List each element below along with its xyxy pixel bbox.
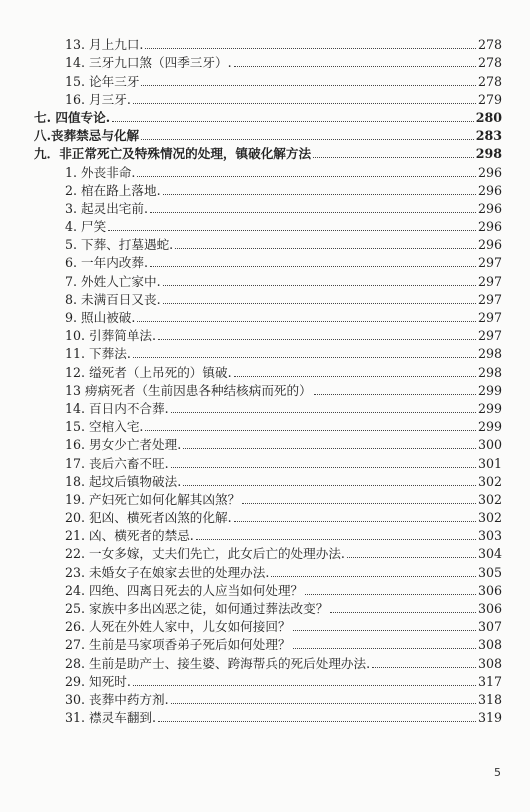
toc-section-page: 280 bbox=[475, 109, 502, 125]
toc-leader-dots bbox=[163, 194, 476, 195]
toc-entry-page: 296 bbox=[477, 164, 502, 180]
toc-entry[interactable] bbox=[65, 580, 502, 598]
toc-entry[interactable] bbox=[65, 52, 502, 70]
toc-leader-dots bbox=[196, 539, 476, 540]
toc-entry-title: 14. 三牙九口煞（四季三牙）. bbox=[65, 55, 232, 71]
toc-entry[interactable] bbox=[65, 161, 502, 179]
toc-entry[interactable] bbox=[65, 561, 502, 579]
toc-section-title: 九．非正常死亡及特殊情况的处理，镇破化解方法 bbox=[34, 146, 312, 162]
toc-entry[interactable] bbox=[65, 434, 502, 452]
toc-entry-title: 10. 引葬简单法. bbox=[65, 328, 157, 344]
toc-leader-dots bbox=[330, 612, 476, 613]
toc-entry-page: 307 bbox=[477, 619, 502, 635]
toc-entry-page: 297 bbox=[477, 291, 502, 307]
toc-entry[interactable] bbox=[65, 652, 502, 670]
toc-leader-dots bbox=[293, 630, 476, 631]
toc-entry-title: 15. 论年三牙 bbox=[65, 73, 140, 89]
toc-entry-title: 17. 丧后六畜不旺. bbox=[65, 455, 169, 471]
toc-leader-dots bbox=[141, 139, 474, 140]
toc-leader-dots bbox=[271, 576, 476, 577]
toc-entry-page: 296 bbox=[477, 200, 502, 216]
toc-entry-page: 298 bbox=[477, 346, 502, 362]
toc-entry-page: 306 bbox=[477, 601, 502, 616]
toc-leader-dots bbox=[163, 303, 476, 304]
toc-entry[interactable] bbox=[65, 325, 502, 343]
toc-entry-title: 21. 凶、横死者的禁忌. bbox=[65, 528, 194, 544]
toc-leader-dots bbox=[133, 357, 476, 358]
toc-entry-title: 26. 人死在外姓人家中，儿女如何接回？ bbox=[65, 619, 291, 635]
toc-entry-title: 13 痨病死者（生前因患各种结核病而死的） bbox=[65, 382, 312, 398]
toc-entry-page: 278 bbox=[477, 73, 502, 89]
toc-leader-dots bbox=[137, 176, 476, 177]
toc-entry-page: 297 bbox=[477, 328, 502, 344]
toc-leader-dots bbox=[163, 285, 476, 286]
toc-entry-page: 317 bbox=[477, 673, 502, 689]
toc-entry[interactable] bbox=[65, 216, 502, 234]
toc-leader-dots bbox=[112, 121, 474, 122]
toc-entry-title: 7. 外姓人亡家中. bbox=[65, 273, 161, 289]
toc-entry-page: 297 bbox=[477, 310, 502, 325]
toc-entry[interactable] bbox=[65, 289, 502, 307]
toc-entry[interactable] bbox=[65, 180, 502, 198]
toc-section[interactable] bbox=[34, 125, 502, 143]
toc-entry-page: 319 bbox=[477, 710, 502, 726]
toc-entry-title: 27. 生前是马家项香弟子死后如何处理？ bbox=[65, 637, 291, 653]
toc-entry[interactable] bbox=[65, 634, 502, 652]
toc-entry-title: 18. 起坟后镇物破法. bbox=[65, 473, 182, 489]
toc-leader-dots bbox=[145, 430, 476, 431]
toc-entry-title: 13. 月上九口. bbox=[65, 37, 144, 53]
toc-subsection-list bbox=[0, 161, 530, 725]
toc-entry-page: 296 bbox=[477, 237, 502, 253]
toc-entry[interactable] bbox=[65, 616, 502, 634]
toc-entry-page: 279 bbox=[477, 91, 502, 107]
toc-leader-dots bbox=[171, 703, 476, 704]
toc-leader-dots bbox=[150, 212, 476, 213]
toc-entry-page: 303 bbox=[477, 528, 502, 544]
toc-entry[interactable] bbox=[65, 471, 502, 489]
toc-entry-title: 23. 未婚女子在娘家去世的处理办法. bbox=[65, 564, 270, 580]
toc-entry[interactable] bbox=[65, 270, 502, 288]
toc-entry-title: 24. 四绝、四离日死去的人应当如何处理？ bbox=[65, 582, 304, 598]
toc-entry-title: 2. 棺在路上落地. bbox=[65, 182, 161, 198]
toc-entry[interactable] bbox=[65, 452, 502, 470]
toc-entry-page: 318 bbox=[477, 691, 502, 707]
toc-entry-title: 20. 犯凶、横死者凶煞的化解. bbox=[65, 510, 232, 526]
toc-entry-title: 29. 知死时. bbox=[65, 673, 131, 689]
toc-section-title: 七. 四值专论. bbox=[34, 109, 111, 125]
toc-entry-page: 278 bbox=[477, 37, 502, 53]
toc-leader-dots bbox=[145, 48, 476, 49]
toc-leader-dots bbox=[150, 266, 476, 267]
toc-entry[interactable] bbox=[65, 343, 502, 361]
toc-leader-dots bbox=[158, 721, 476, 722]
toc-leader-dots bbox=[313, 157, 474, 158]
toc-entry[interactable] bbox=[65, 707, 502, 725]
toc-entry-title: 30. 丧葬中药方剂. bbox=[65, 691, 169, 707]
toc-leader-dots bbox=[183, 485, 476, 486]
toc-entry[interactable] bbox=[65, 234, 502, 252]
toc-entry-title: 28. 生前是助产士、接生婆、跨海帮兵的死后处理办法. bbox=[65, 655, 371, 671]
toc-entry-title: 16. 男女少亡者处理. bbox=[65, 437, 182, 453]
toc-entry[interactable] bbox=[65, 252, 502, 270]
table-of-contents bbox=[0, 34, 530, 725]
toc-leader-dots bbox=[175, 248, 476, 249]
toc-entry[interactable] bbox=[65, 361, 502, 379]
toc-leader-dots bbox=[347, 557, 476, 558]
toc-leader-dots bbox=[133, 685, 476, 686]
toc-entry[interactable] bbox=[65, 70, 502, 88]
toc-entry-title: 4. 尸笑 bbox=[65, 219, 107, 235]
toc-leader-dots bbox=[141, 85, 476, 86]
toc-entry-title: 31. 襟灵车翻到. bbox=[65, 710, 157, 726]
toc-entry[interactable] bbox=[65, 89, 502, 107]
toc-leader-dots bbox=[242, 503, 476, 504]
toc-entry-title: 9. 照山被破. bbox=[65, 310, 136, 325]
toc-entry[interactable] bbox=[65, 689, 502, 707]
toc-entry-page: 296 bbox=[477, 219, 502, 235]
toc-entry-page: 296 bbox=[477, 182, 502, 198]
toc-section-title: 八.丧葬禁忌与化解 bbox=[34, 128, 140, 144]
toc-entry-page: 299 bbox=[477, 382, 502, 398]
toc-leader-dots bbox=[314, 394, 476, 395]
toc-entry-page: 304 bbox=[477, 546, 502, 562]
toc-entry-page: 297 bbox=[477, 255, 502, 271]
toc-leader-dots bbox=[305, 594, 476, 595]
toc-entry-page: 297 bbox=[477, 273, 502, 289]
toc-entry-page: 302 bbox=[477, 473, 502, 489]
toc-leader-dots bbox=[137, 321, 476, 322]
toc-leader-dots bbox=[293, 648, 476, 649]
toc-leader-dots bbox=[234, 376, 476, 377]
toc-entry-title: 8. 未满百日又丧. bbox=[65, 291, 161, 307]
toc-entry-title: 25. 家族中多出凶恶之徒，如何通过葬法改变？ bbox=[65, 601, 329, 616]
toc-entry-title: 22. 一女多嫁，丈夫们先亡，此女后亡的处理办法. bbox=[65, 546, 345, 562]
toc-entry-title: 6. 一年内改葬. bbox=[65, 255, 148, 271]
toc-entry[interactable] bbox=[65, 543, 502, 561]
toc-leader-dots bbox=[158, 339, 476, 340]
toc-entry-title: 5. 下葬、打墓遇蛇. bbox=[65, 237, 174, 253]
toc-entry-title: 14. 百日内不合葬. bbox=[65, 400, 169, 416]
toc-entry-page: 302 bbox=[477, 510, 502, 526]
toc-leader-dots bbox=[171, 467, 476, 468]
toc-entry-page: 308 bbox=[477, 655, 502, 671]
toc-entry-title: 19. 产妇死亡如何化解其凶煞？ bbox=[65, 491, 241, 507]
toc-entry[interactable] bbox=[65, 525, 502, 543]
toc-entry-title: 15. 空棺入宅. bbox=[65, 419, 144, 435]
toc-entry-page: 299 bbox=[477, 419, 502, 435]
toc-entry[interactable] bbox=[65, 198, 502, 216]
toc-entry-title: 16. 月三牙. bbox=[65, 91, 131, 107]
toc-leader-dots bbox=[108, 230, 476, 231]
toc-leader-dots bbox=[234, 521, 476, 522]
toc-entry[interactable] bbox=[65, 398, 502, 416]
toc-entry-page: 299 bbox=[477, 400, 502, 416]
toc-leader-dots bbox=[372, 667, 476, 668]
toc-section-page: 298 bbox=[475, 146, 502, 162]
page-number: 5 bbox=[494, 766, 501, 779]
toc-entry[interactable] bbox=[65, 598, 502, 616]
toc-section-page: 283 bbox=[475, 128, 502, 144]
toc-entry[interactable] bbox=[65, 34, 502, 52]
toc-entry-page: 305 bbox=[477, 564, 502, 580]
toc-entry-page: 298 bbox=[477, 364, 502, 380]
toc-entry[interactable] bbox=[65, 380, 502, 398]
toc-entry-title: 1. 外丧非命. bbox=[65, 164, 136, 180]
toc-entry[interactable] bbox=[65, 671, 502, 689]
toc-entry[interactable] bbox=[65, 489, 502, 507]
toc-leader-dots bbox=[133, 103, 476, 104]
toc-entry-page: 302 bbox=[477, 491, 502, 507]
toc-leader-dots bbox=[234, 66, 476, 67]
toc-entry-title: 11. 下葬法. bbox=[65, 346, 131, 362]
toc-entry-page: 306 bbox=[477, 582, 502, 598]
toc-entry-page: 308 bbox=[477, 637, 502, 653]
toc-entry[interactable] bbox=[65, 507, 502, 525]
toc-entry-page: 278 bbox=[477, 55, 502, 71]
toc-entry-title: 12. 缢死者（上吊死的）镇破. bbox=[65, 364, 232, 380]
toc-leader-dots bbox=[171, 412, 476, 413]
toc-entry-title: 3. 起灵出宅前. bbox=[65, 200, 148, 216]
toc-leader-dots bbox=[183, 448, 476, 449]
toc-entry[interactable] bbox=[65, 307, 502, 325]
toc-section[interactable] bbox=[34, 143, 502, 161]
toc-entry[interactable] bbox=[65, 416, 502, 434]
toc-section[interactable] bbox=[34, 107, 502, 125]
toc-entry-page: 300 bbox=[477, 437, 502, 453]
toc-entry-page: 301 bbox=[477, 455, 502, 471]
